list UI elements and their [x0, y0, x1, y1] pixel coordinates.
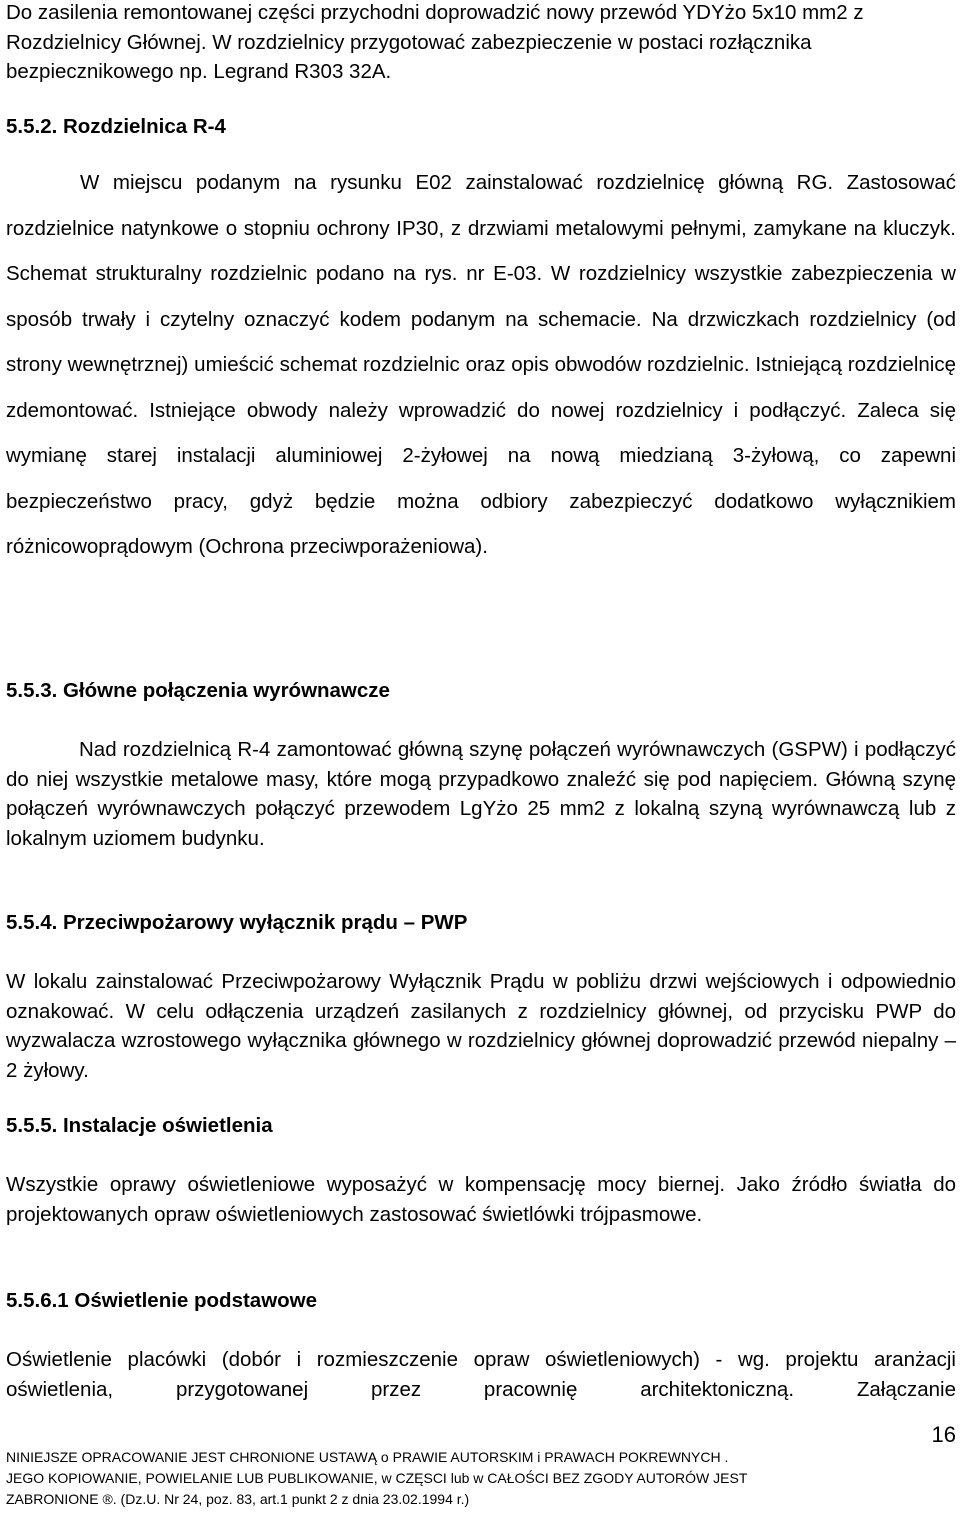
section-heading-5-5-2: 5.5.2. Rozdzielnica R-4 [6, 115, 226, 138]
intro-paragraph: Do zasilenia remontowanej części przychodni doprowadzić nowy przewód YDYżo 5x10 mm2 z Rozdzielnicy Głównej. W rozdzielnicy przygotować zabezpieczenie w postaci rozłącznika bezpiecznikowego np. Legrand R303 32A. [6, 1, 864, 83]
section-body-5-5-2: W miejscu podanym na rysunku E02 zainstalować rozdzielnicę główną RG. Zastosować rozdzielnice natynkowe o stopniu ochrony IP30, z drzwiami metalowymi pełnymi, zamykane na kluczyk. Schemat strukturalny rozdzielnic podano na rys. nr E-03. W rozdzielnicy wszystkie zabezpieczenia w sposób trwały i czytelny oznaczyć kodem podanym na schemacie. Na drzwiczkach rozdzielnicy (od strony wewnętrznej) umieścić schemat rozdzielnic oraz opis obwodów rozdzielnic. Istniejącą rozdzielnicę zdemontować. Istniejące obwody należy wprowadzić do nowej rozdzielnicy i podłączyć. Zaleca się wymianę starej instalacji aluminiowej 2-żyłowej na nową miedzianą 3-żyłową, co zapewni bezpieczeństwo pracy, gdyż będzie można odbiory zabezpieczyć dodatkowo wyłącznikiem różnicowoprądowym (Ochrona przeciwporażeniowa). [6, 171, 956, 558]
section-body-5-5-3: Nad rozdzielnicą R-4 zamontować główną szynę połączeń wyrównawczych (GSPW) i podłączyć do niej wszystkie metalowe masy, które mogą przypadkowo znaleźć się pod napięciem. Główną szynę połączeń wyrównawczych połączyć przewodem LgYżo 25 mm2 z lokalną szyną wyrównawczą lub z lokalnym uziomem budynku. [6, 738, 956, 850]
footer-line-2: JEGO KOPIOWANIE, POWIELANIE LUB PUBLIKOWANIE, w CZĘSCI lub w CAŁOŚCI BEZ ZGODY AUTORÓW JEST [6, 1470, 748, 1486]
section-heading-5-5-4: 5.5.4. Przeciwpożarowy wyłącznik prądu – PWP [6, 911, 468, 934]
section-body-5-5-6-1: Oświetlenie placówki (dobór i rozmieszczenie opraw oświetleniowych) - wg. projektu aranżacji oświetlenia, przygotowanej przez pracownię architektoniczną. Załączanie [6, 1348, 956, 1401]
section-heading-5-5-5: 5.5.5. Instalacje oświetlenia [6, 1114, 273, 1137]
page-number: 16 [931, 1422, 956, 1447]
footer-line-1: NINIEJSZE OPRACOWANIE JEST CHRONIONE USTAWĄ o PRAWIE AUTORSKIM i PRAWACH POKREWNYCH . [6, 1449, 729, 1465]
section-heading-5-5-6-1: 5.5.6.1 Oświetlenie podstawowe [6, 1289, 318, 1312]
section-heading-5-5-3: 5.5.3. Główne połączenia wyrównawcze [6, 679, 390, 702]
copyright-footer [6, 1447, 956, 1510]
section-body-5-5-4: W lokalu zainstalować Przeciwpożarowy Wyłącznik Prądu w pobliżu drzwi wejściowych i odpowiednio oznakować. W celu odłączenia urządzeń zasilanych z rozdzielnicy głównej, od przycisku PWP do wyzwalacza wzrostowego wyłącznika głównego w rozdzielnicy głównej doprowadzić przewód niepalny – 2 żyłowy. [6, 970, 956, 1082]
section-body-5-5-5: Wszystkie oprawy oświetleniowe wyposażyć w kompensację mocy biernej. Jako źródło światła do projektowanych opraw oświetleniowych zastosować świetlówki trójpasmowe. [6, 1173, 956, 1226]
footer-line-3: ZABRONIONE ®. (Dz.U. Nr 24, poz. 83, art.1 punkt 2 z dnia 23.02.1994 r.) [6, 1491, 470, 1507]
